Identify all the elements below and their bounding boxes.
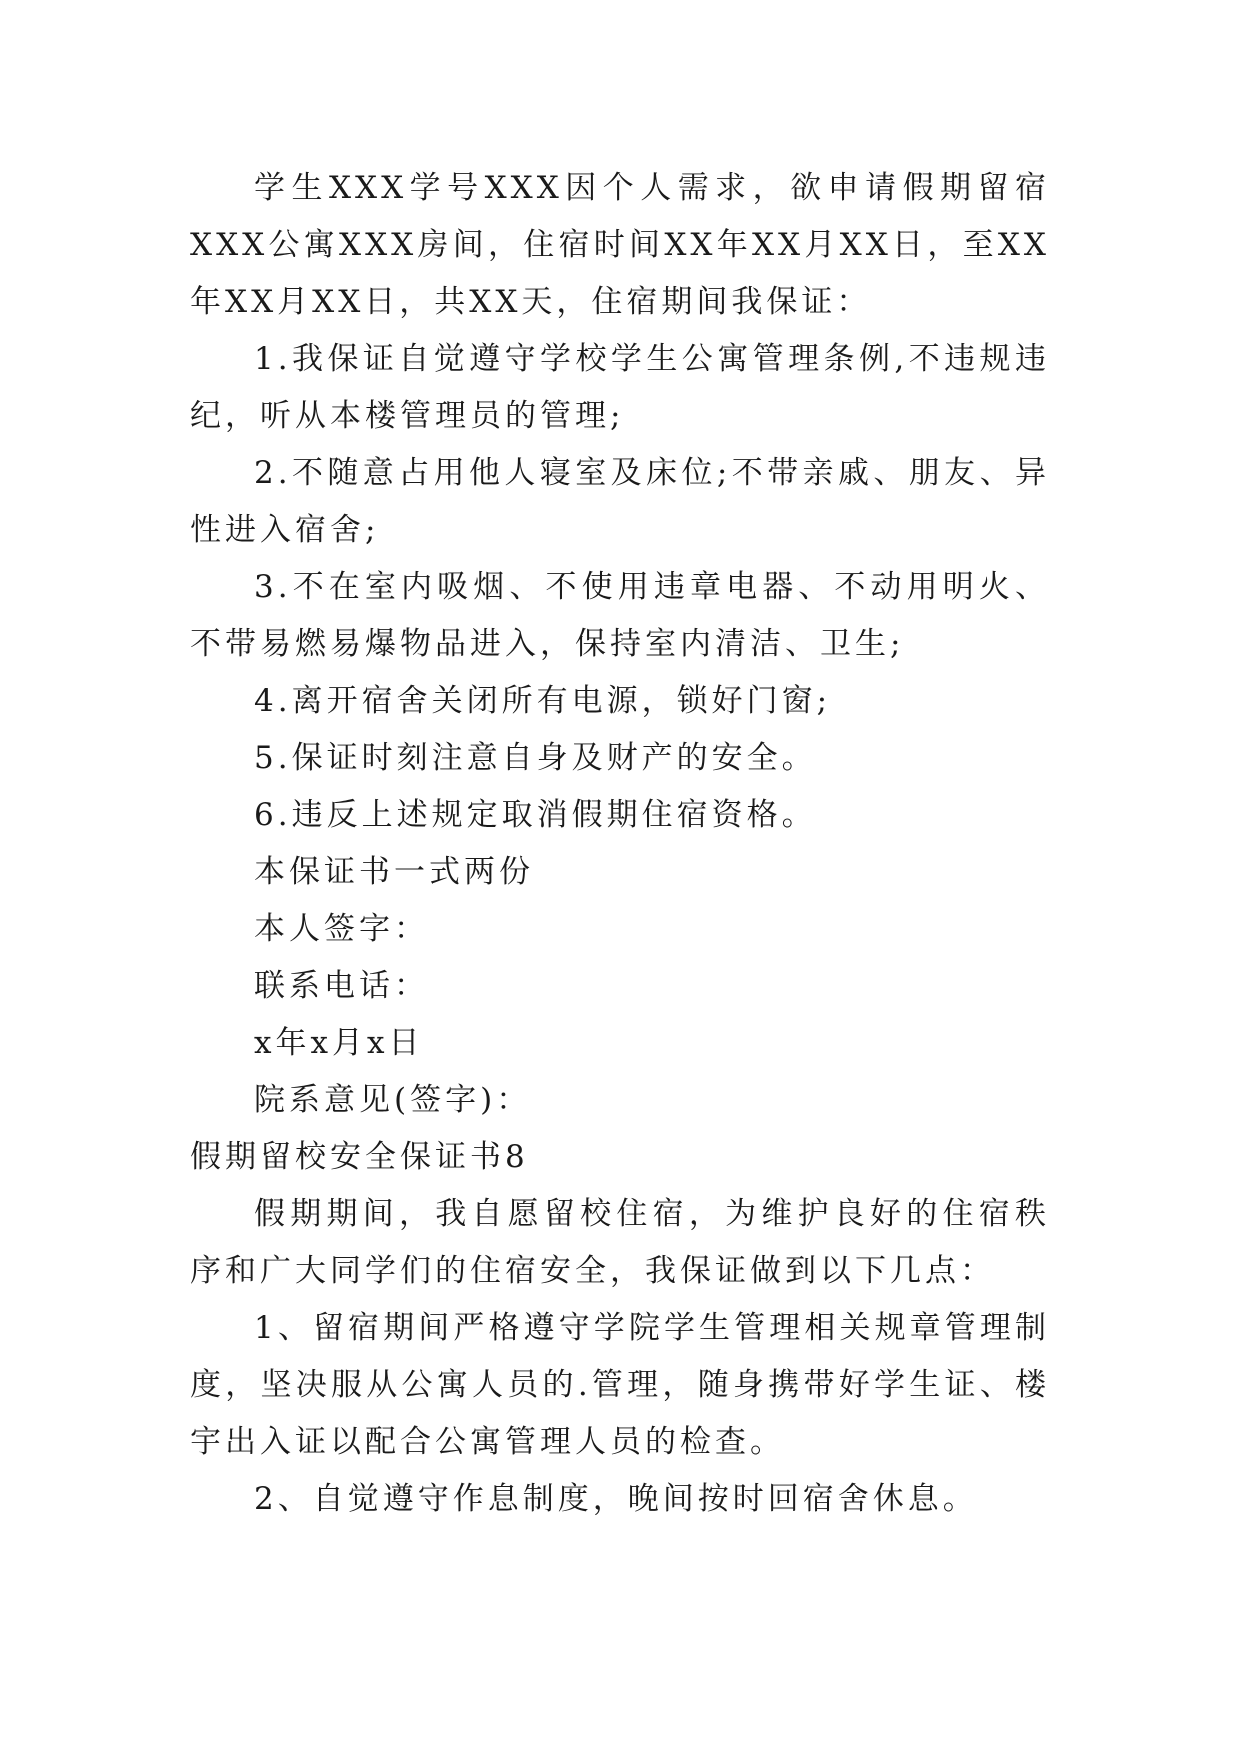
section-heading: 假期留校安全保证书8 xyxy=(190,1139,529,1175)
paragraph-intro-2: 假期期间，我自愿留校住宿，为维护良好的住宿秩序和广大同学们的住宿安全，我保证做到以下几点： xyxy=(190,1196,1050,1289)
paragraph-item-1: 1.我保证自觉遵守学校学生公寓管理条例,不违规违纪，听从本楼管理员的管理; xyxy=(190,341,1050,434)
department-opinion-line: 院系意见(签字)： xyxy=(254,1082,532,1118)
paragraph-item-4: 4.离开宿舍关闭所有电源，锁好门窗; xyxy=(254,683,832,719)
paragraph-intro: 学生XXX学号XXX因个人需求，欲申请假期留宿XXX公寓XXX房间，住宿时间XX年XX月XX日，至XX年XX月XX日，共XX天，住宿期间我保证： xyxy=(190,170,1050,320)
paragraph-item-3: 3.不在室内吸烟、不使用违章电器、不动用明火、不带易燃易爆物品进入，保持室内清洁、卫生; xyxy=(190,569,1050,662)
document-body xyxy=(190,160,1050,1528)
date-line: x年x月x日 xyxy=(254,1025,424,1061)
paragraph-item-5: 5.保证时刻注意自身及财产的安全。 xyxy=(254,740,817,776)
paragraph-item-2: 2.不随意占用他人寝室及床位;不带亲戚、朋友、异性进入宿舍; xyxy=(190,455,1050,548)
copies-note: 本保证书一式两份 xyxy=(254,854,534,890)
paragraph-rule-2: 2、自觉遵守作息制度，晚间按时回宿舍休息。 xyxy=(254,1481,978,1517)
paragraph-item-6: 6.违反上述规定取消假期住宿资格。 xyxy=(254,797,817,833)
paragraph-rule-1: 1、留宿期间严格遵守学院学生管理相关规章管理制度，坚决服从公寓人员的.管理，随身携带好学生证、楼宇出入证以配合公寓管理人员的检查。 xyxy=(190,1310,1050,1460)
signature-line: 本人签字： xyxy=(254,911,429,947)
phone-line: 联系电话： xyxy=(254,968,429,1004)
